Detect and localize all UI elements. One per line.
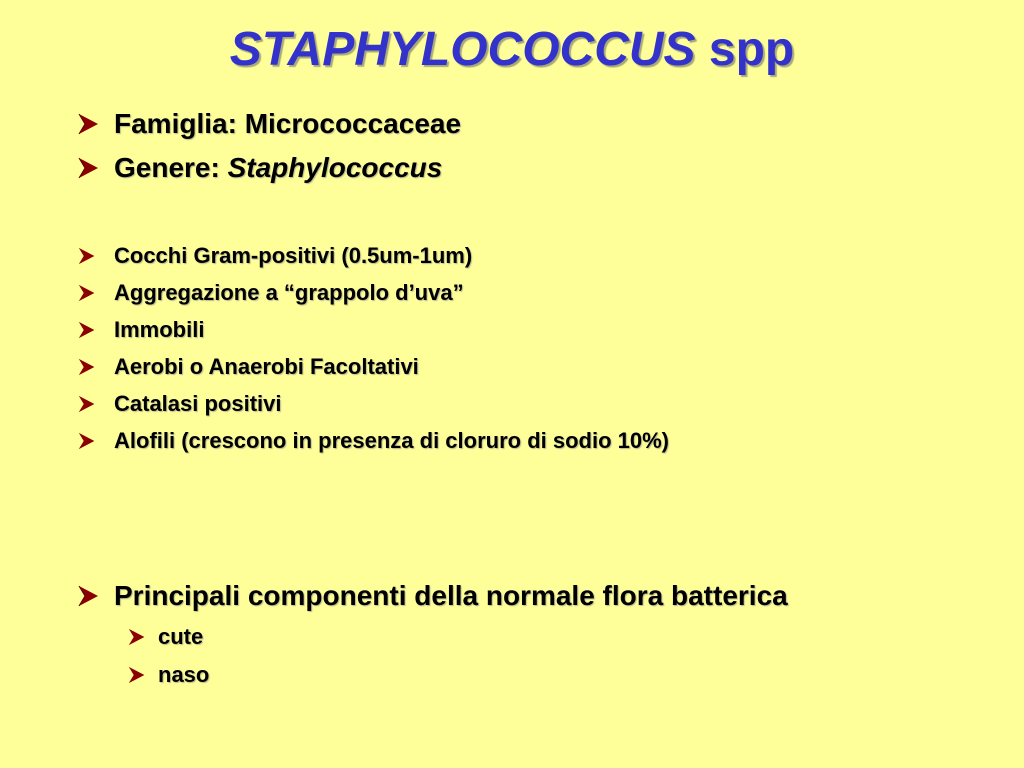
- list-item-flora: [78, 580, 788, 612]
- list-item-characteristic: [78, 428, 669, 454]
- sub-item-cute: [128, 624, 203, 650]
- arrowhead-icon: [78, 357, 114, 377]
- list-item-famiglia: [78, 108, 461, 140]
- slide-title: [0, 22, 1024, 78]
- famiglia-label: Famiglia: Micrococcaceae: [114, 108, 462, 139]
- list-item-characteristic: [78, 391, 282, 417]
- characteristic-text: Aggregazione a “grappolo d’uva”: [114, 280, 464, 305]
- arrowhead-icon: [78, 246, 114, 266]
- list-item-characteristic: [78, 243, 472, 269]
- arrowhead-icon: [128, 665, 158, 685]
- list-item-characteristic: [78, 354, 419, 380]
- genere-label: [114, 152, 442, 184]
- arrowhead-icon: [78, 156, 114, 180]
- flora-label: Principali componenti della normale flora batterica: [114, 580, 788, 611]
- list-item-characteristic: [78, 280, 464, 306]
- arrowhead-icon: [78, 112, 114, 136]
- characteristic-text: Catalasi positivi: [114, 391, 282, 416]
- list-item-characteristic: [78, 317, 204, 343]
- title-suffix: spp: [708, 23, 795, 76]
- genere-prefix: Genere:: [114, 152, 228, 183]
- genere-name: Staphylococcus: [227, 152, 443, 183]
- sub-item-text: naso: [158, 662, 210, 687]
- characteristic-text: Alofili (crescono in presenza di cloruro di sodio 10%): [114, 428, 669, 453]
- arrowhead-icon: [78, 320, 114, 340]
- characteristic-text: Immobili: [114, 317, 205, 342]
- sub-item-naso: [128, 662, 209, 688]
- arrowhead-icon: [78, 283, 114, 303]
- list-item-genere: [78, 152, 442, 184]
- arrowhead-icon: [78, 431, 114, 451]
- arrowhead-icon: [78, 394, 114, 414]
- characteristic-text: Cocchi Gram-positivi (0.5um-1um): [114, 243, 473, 268]
- arrowhead-icon: [128, 627, 158, 647]
- title-genus: STAPHYLOCOCCUS: [229, 23, 696, 76]
- sub-item-text: cute: [158, 624, 204, 649]
- arrowhead-icon: [78, 584, 114, 608]
- characteristic-text: Aerobi o Anaerobi Facoltativi: [114, 354, 419, 379]
